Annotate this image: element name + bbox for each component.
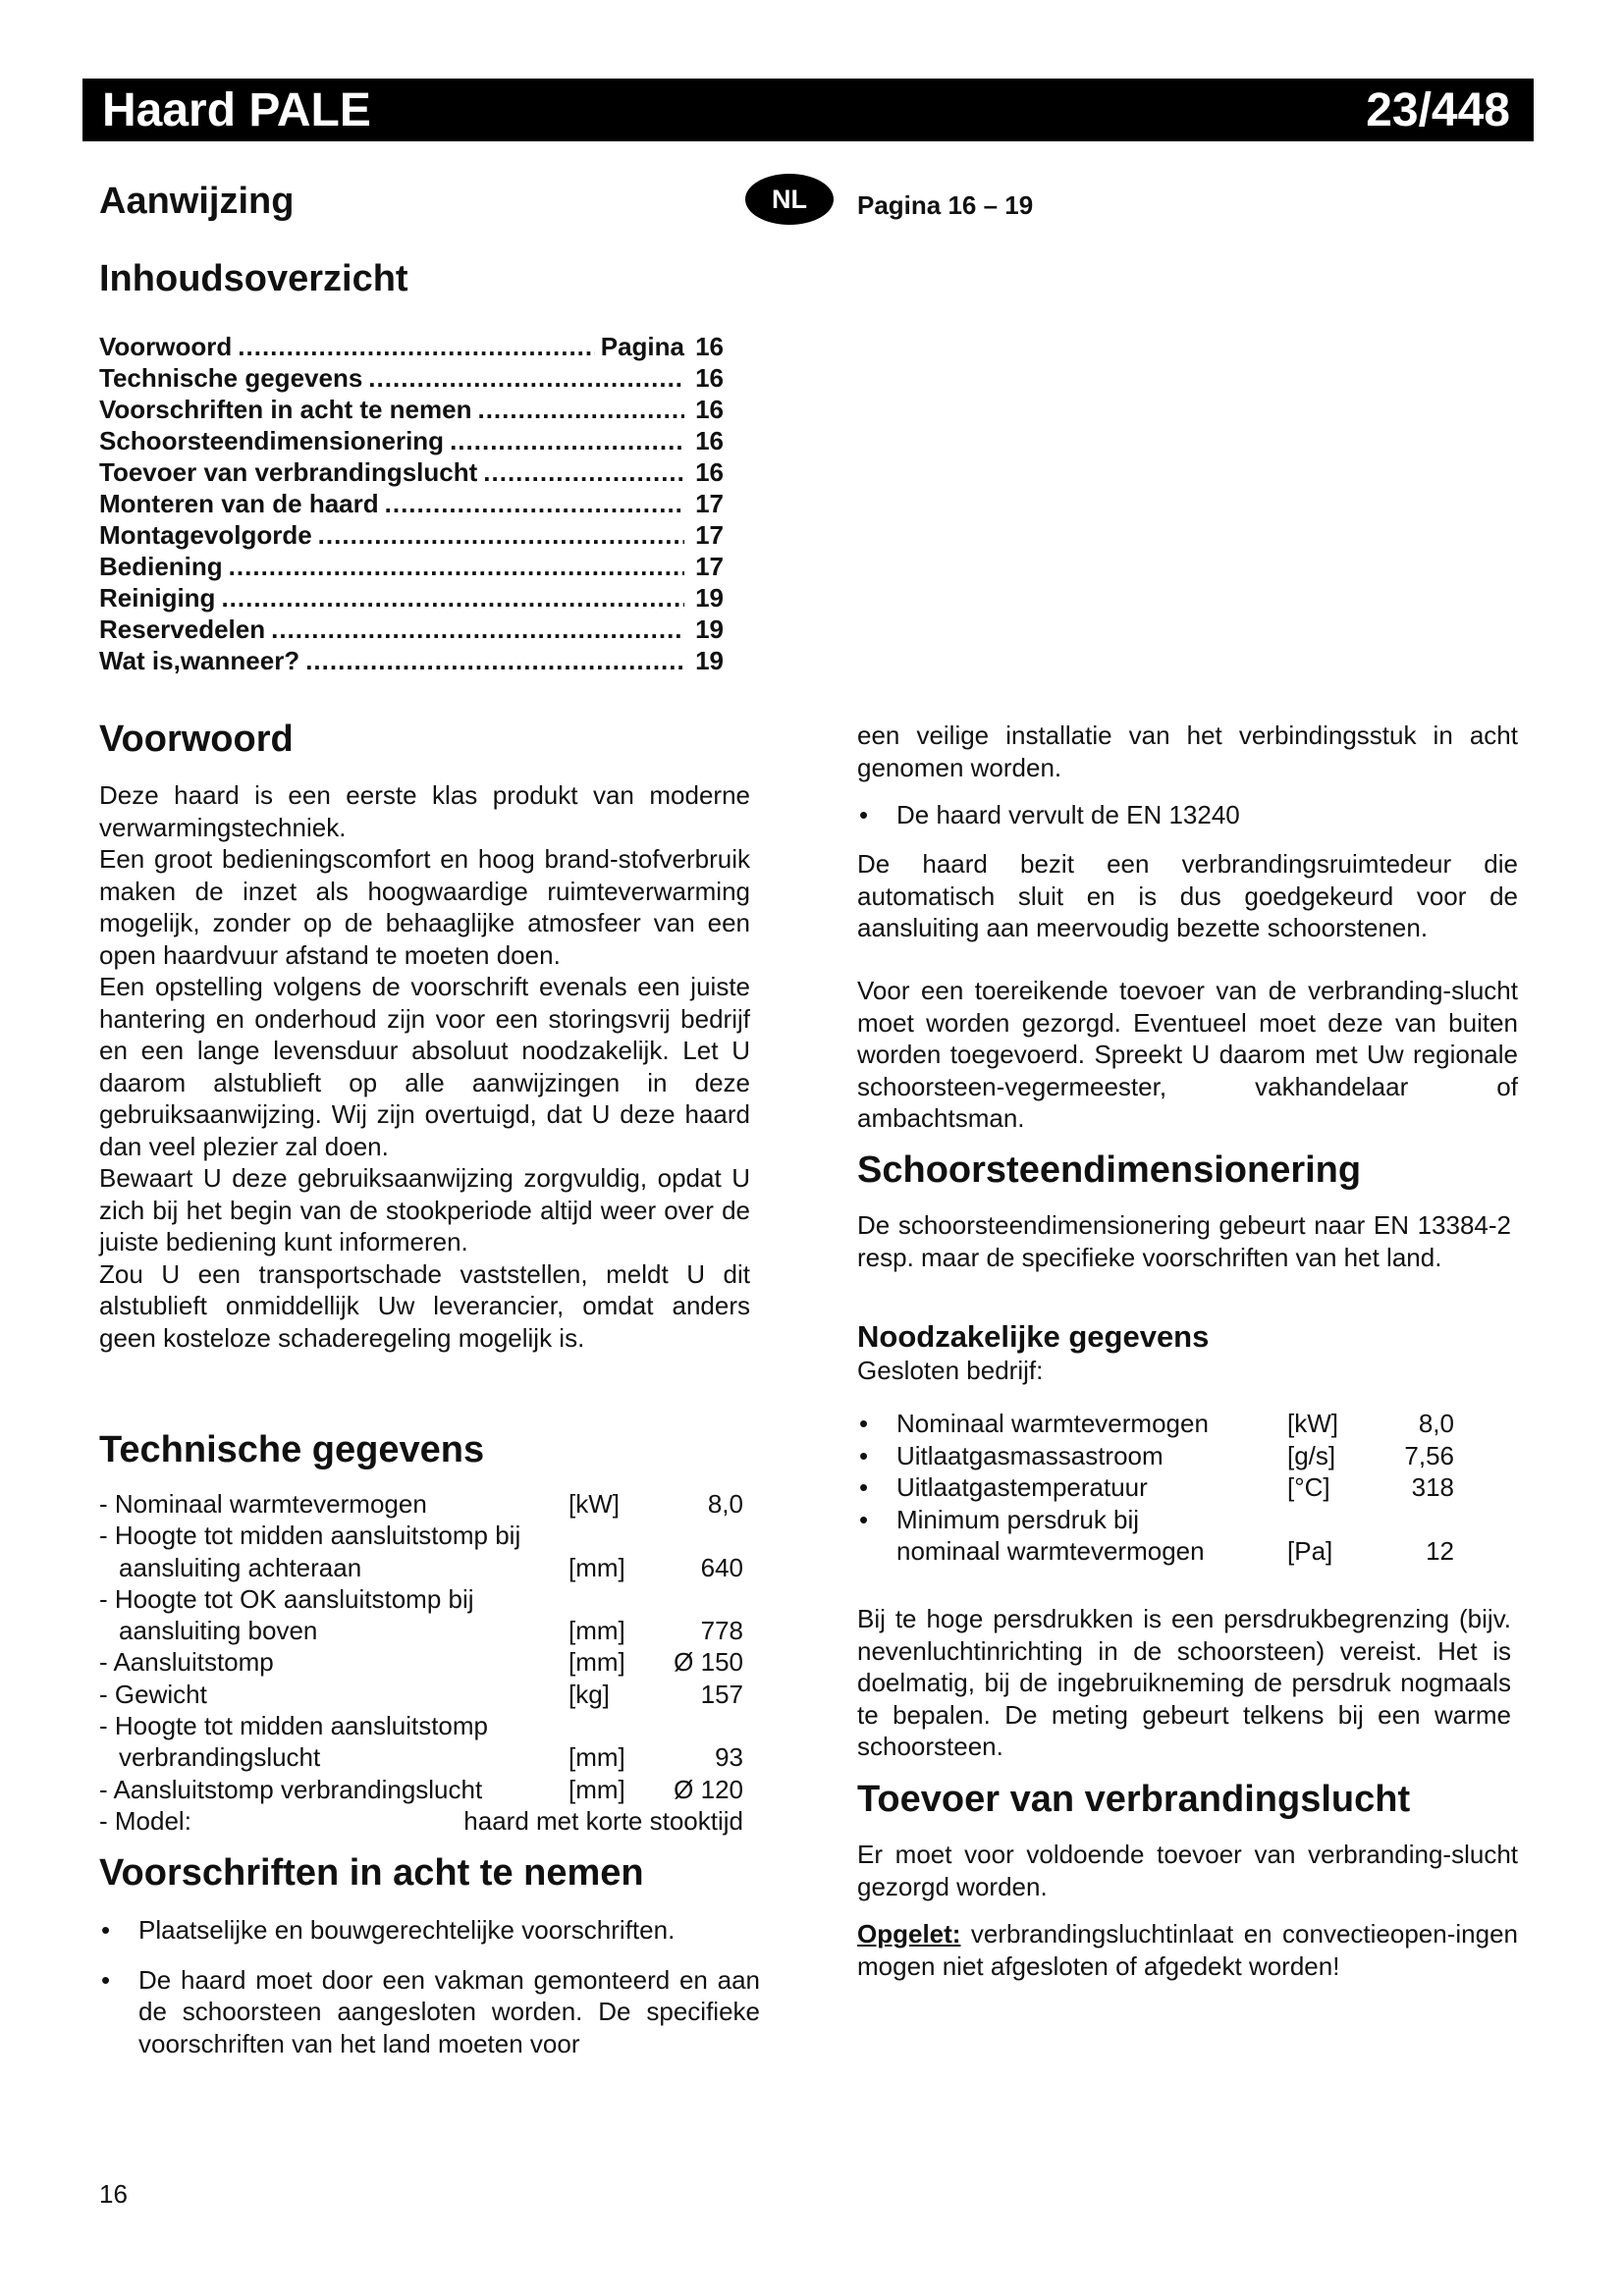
toc-row: Toevoer van verbrandingslucht ..... 16 <box>99 457 724 489</box>
schoorsteen-heading: Schoorsteendimensionering <box>857 1149 1362 1191</box>
technische-heading: Technische gegevens <box>99 1429 485 1470</box>
table-row: - Aansluitstomp verbrandingslucht [mm] Ø 120 <box>99 1774 743 1804</box>
toc-row: Reservedelen ..... 19 <box>99 614 724 646</box>
page-header <box>82 79 1534 141</box>
voorwoord-p1: Deze haard is een eerste klas produkt van moderne verwarmingstechniek. <box>99 780 750 842</box>
list-item: • De haard vervult de EN 13240 <box>857 799 1518 831</box>
table-row: - Aansluitstomp [mm] Ø 150 <box>99 1647 743 1678</box>
norm-list <box>857 799 1518 831</box>
table-row: - Hoogte tot midden aansluitstomp <box>99 1711 488 1741</box>
header-title: Haard PALE <box>102 83 371 136</box>
table-row: nominaal warmtevermogen [Pa] 12 <box>896 1536 1454 1566</box>
language-badge: NL <box>745 174 834 225</box>
page-number: 16 <box>99 2179 128 2209</box>
gesloten-label: Gesloten bedrijf: <box>857 1356 1044 1385</box>
toc-row: Bediening ..... 17 <box>99 552 724 583</box>
table-row: - Model: haard met korte stooktijd <box>99 1805 743 1836</box>
voorwoord-p3: Een opstelling volgens de voorschrift evenals een juiste hantering en onderhoud zijn voor een storingsvrij bedrijf en een lange levensduur absoluut noodzakelijk. Let U daarom alstublieft op alle aanwijzingen in deze gebruiksaanwijzing. Wij zijn overtuigd, dat U deze haard dan veel plezier zal doen. <box>99 972 750 1161</box>
voorschriften-list <box>99 1914 760 2059</box>
noodzakelijke-subheading: Noodzakelijke gegevens <box>857 1319 1210 1354</box>
toc-row: Montagevolgorde ..... 17 <box>99 520 724 552</box>
warning-text: verbrandingsluchtinlaat en convectieopen-ingen mogen niet afgesloten of afgedekt worden! <box>857 1919 1518 1981</box>
list-item: • De haard moet door een vakman gemonteerd en aan de schoorsteen aangesloten worden. De specifieke voorschriften van het land moeten voor <box>99 1964 760 2060</box>
schoorsteen-p1: De schoorsteendimensionering gebeurt naar EN 13384-2 resp. maar de specifieke voorschriften van het land. <box>857 1210 1511 1272</box>
toc-row: Reiniging ..... 19 <box>99 583 724 614</box>
page-range: Pagina 16 – 19 <box>857 190 1034 220</box>
table-row: - Nominaal warmtevermogen [kW] 8,0 <box>99 1489 743 1519</box>
voorwoord-p4: Bewaart U deze gebruiksaanwijzing zorgvuldig, opdat U zich bij het begin van de stookperiode altijd weer over de juiste bediening kunt informeren. <box>99 1163 750 1256</box>
table-row: - Gewicht [kg] 157 <box>99 1679 743 1709</box>
voorschriften-p1: De haard bezit een verbrandingsruimtedeur die automatisch sluit en is dus goedgekeurd voor de aansluiting aan meervoudig bezette schoorstenen. <box>857 849 1518 942</box>
toevoer-warning <box>857 1918 1518 1982</box>
voorschriften-heading: Voorschriften in acht te nemen <box>99 1852 644 1894</box>
aanwijzing-heading: Aanwijzing <box>99 181 295 222</box>
chimney-data-table <box>857 1408 1486 1568</box>
voorwoord-heading: Voorwoord <box>99 719 294 760</box>
schoorsteen-p2: Bij te hoge persdrukken is een persdrukbegrenzing (bijv. nevenluchtinrichting in de schoorsteen) vereist. Het is doelmatig, bij de ingebruikneming de persdruk nogmaals te bepalen. De meting gebeurt telkens bij een warme schoorsteen. <box>857 1604 1511 1761</box>
contents-heading: Inhoudsoverzicht <box>99 258 408 299</box>
warning-label: Opgelet: <box>857 1919 961 1949</box>
voorschriften-continued: een veilige installatie van het verbindingsstuk in acht genomen worden. <box>857 721 1518 782</box>
toc-row: Schoorsteendimensionering ..... 16 <box>99 426 724 457</box>
voorwoord-text <box>99 779 750 1354</box>
table-row: • Uitlaatgastemperatuur [°C] 318 <box>859 1472 1454 1502</box>
toevoer-heading: Toevoer van verbrandingslucht <box>857 1779 1411 1820</box>
toc-row: Monteren van de haard ..... 17 <box>99 489 724 520</box>
table-of-contents <box>99 332 724 677</box>
list-item: • Plaatselijke en bouwgerechtelijke voorschriften. <box>99 1914 760 1947</box>
table-row: aansluiting achteraan [mm] 640 <box>119 1552 743 1582</box>
voorwoord-p5: Zou U een transportschade vaststellen, meldt U dit alstublieft onmiddellijk Uw leverancier, omdat anders geen kosteloze schaderegeling mogelijk is. <box>99 1258 750 1353</box>
toc-row: Voorschriften in acht te nemen ..... 16 <box>99 395 724 426</box>
toc-row: Technische gegevens ..... 16 <box>99 363 724 395</box>
voorschriften-p2: Voor een toereikende toevoer van de verbranding-slucht moet worden gezorgd. Eventueel moet deze van buiten worden toegevoerd. Spreekt U daarom met Uw regionale schoorsteen-vegermeester, vakhandelaar of ambachtsman. <box>857 976 1518 1133</box>
toevoer-p1: Er moet voor voldoende toevoer van verbranding-slucht gezorgd worden. <box>857 1840 1518 1901</box>
table-row: verbrandingslucht [mm] 93 <box>119 1742 743 1773</box>
table-row: aansluiting boven [mm] 778 <box>119 1616 743 1646</box>
table-row: • Uitlaatgasmassastroom [g/s] 7,56 <box>859 1440 1454 1470</box>
toc-row: Voorwoord ..... Pagina 16 <box>99 332 724 363</box>
table-row: - Hoogte tot midden aansluitstomp bij <box>99 1521 521 1551</box>
voorwoord-p2: Een groot bedieningscomfort en hoog brand-stofverbruik maken de inzet als hoogwaardige ruimteverwarming mogelijk, zonder op de behaaglijke atmosfeer van een open haardvuur afstand te moeten doen. <box>99 844 750 970</box>
header-code: 23/448 <box>1366 83 1510 136</box>
technical-data-table <box>99 1488 743 1837</box>
table-row: • Minimum persdruk bij <box>859 1504 1140 1534</box>
table-row: • Nominaal warmtevermogen [kW] 8,0 <box>859 1409 1454 1438</box>
toc-row: Wat is,wanneer? ..... 19 <box>99 646 724 677</box>
table-row: - Hoogte tot OK aansluitstomp bij <box>99 1583 474 1614</box>
